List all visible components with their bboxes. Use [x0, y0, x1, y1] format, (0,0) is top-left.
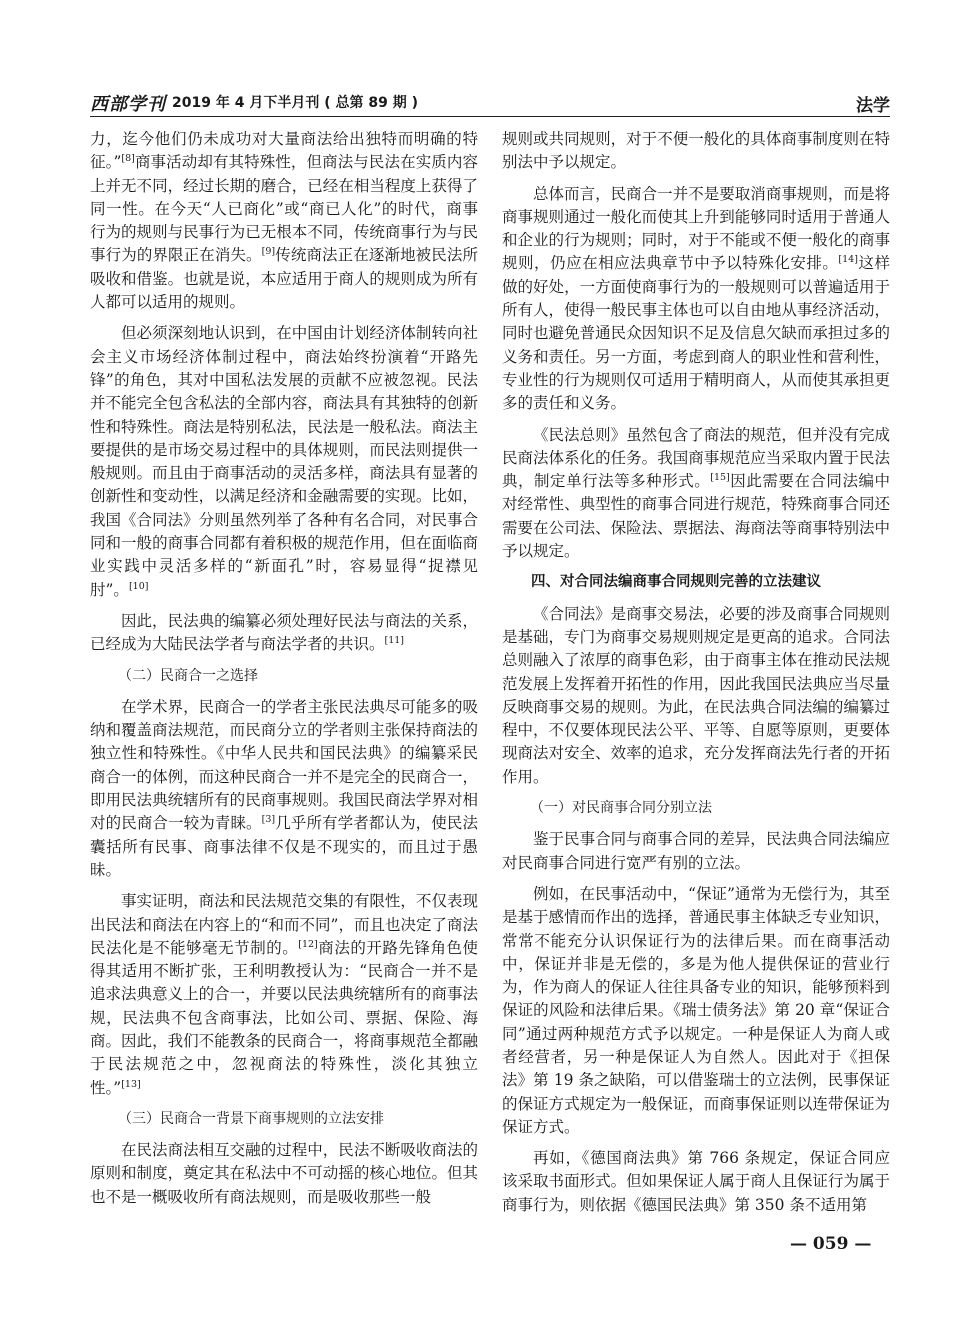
text-run: 四、对合同法编商事合同规则完善的立法建议 [531, 574, 821, 591]
text-run: 传统商法正在逐渐地被民法所吸收和借鉴。也就是说，本应适用于商人的规则成为所有人都可以适用的规则。 [90, 246, 478, 312]
text-run: 《合同法》是商事交易法，必要的涉及商事合同规则是基础，专门为商事交易规则规定是更高的追求。合同法总则融入了浓厚的商事色彩，由于商事主体在推动民法规范发展上发挥着开拓性的作用，因此我国民法典应当尽量反映商事交易的规则。为此，在民法典合同法编的编纂过程中，不仅要体现民法公平、平等、自愿等原则，更要体现商法对安全、效率的追求，充分发挥商法先行者的开拓作用。 [502, 604, 890, 786]
section-heading [90, 1108, 478, 1131]
text-run: 因此，民法典的编纂必须处理好民法与商法的关系，已经成为大陆民法学者与商法学者的共识。 [90, 611, 478, 654]
text-run: （三）民商合一背景下商事规则的立法安排 [118, 1110, 384, 1127]
citation-marker: [15] [710, 472, 730, 483]
section-heading [90, 665, 478, 688]
citation-marker: [3] [261, 814, 276, 826]
text-run: （一）对民商事合同分别立法 [530, 800, 712, 817]
right-column [502, 128, 890, 1225]
body-paragraph [90, 610, 478, 657]
text-run: 几乎所有学者都认为，使民法囊括所有民事、商事法律不仅是不现实的，而且过于愚昧。 [90, 814, 478, 879]
citation-marker: [13] [121, 1078, 141, 1090]
text-run: 事实证明，商法和民法规范交集的有限性，不仅表现出民法和商法在内容上的“和而不同”，而且也决定了商法民法化是不能够毫无节制的。 [90, 892, 478, 957]
body-paragraph [90, 128, 478, 314]
body-paragraph [502, 424, 890, 564]
text-run: 力，迄今他们仍未成功对大量商法给出独特而明确的特征。” [90, 130, 478, 172]
body-paragraph [90, 890, 478, 1100]
body-paragraph [502, 1147, 890, 1217]
text-run: 但必须深刻地认识到，在中国由计划经济体制转向社会主义市场经济体制过程中，商法始终扮演着“开路先锋”的角色，其对中国私法发展的贡献不应被忽视。民法并不能完全包含私法的全部内容，商法具有其独特的创新性和特殊性。商法是特别私法，民法是一般私法。商法主要提供的是市场交易过程中的具体规则，而民法则提供一般规则。而且由于商事活动的灵活多样，商法具有显著的创新性和变动性，以满足经济和金融需要的实现。比如，我国《合同法》分则虽然列举了各种有名合同，对民事合同和一般的商事合同都有着积极的规范作用，但在面临商业实践中灵活多样的“新面孔”时，容易显得“捉襟见肘”。 [90, 324, 478, 599]
citation-marker: [11] [384, 635, 405, 647]
citation-marker: [12] [298, 938, 318, 950]
body-paragraph [90, 1139, 478, 1209]
running-header [90, 90, 890, 117]
journal-logo: 西部学刊 [90, 94, 166, 115]
body-paragraph [502, 883, 890, 1139]
text-run: 商法的开路先锋角色使得其适用不断扩张，王利明教授认为：“民商合一并不是追求法典意义上的合一，并要以民法典统辖所有的商事法规，民法典不包含商事法，比如公司、票据、保险、海商。因此，我们不能教条的民商合一，将商事规范全都融于民法规范之中，忽视商法的特殊性，淡化其独立性。” [90, 938, 478, 1097]
page-number: — 059 — [790, 1234, 872, 1254]
body-paragraph [502, 603, 890, 789]
text-run: 在民法商法相互交融的过程中，民法不断吸收商法的原则和制度，奠定其在私法中不可动摇的核心地位。但其也不是一概吸收所有商法规则，而是吸收那些一般 [90, 1141, 478, 1206]
text-run: 再如，《德国商法典》第 766 条规定，保证合同应该采取书面形式。但如果保证人属于商人且保证行为属于商事行为，则依据《德国民法典》第 350 条不适用第 [502, 1149, 890, 1214]
text-run: 这样做的好处，一方面使商事行为的一般规则可以普遍适用于所有人，使得一般民事主体也可以自由地从事经济活动，同时也避免普通民众因知识不足及信息欠缺而承担过多的义务和责任。另一方面，考虑到商人的职业性和营利性，专业性的行为规则仅可适用于精明商人，从而使其承担更多的责任和义务。 [502, 254, 890, 413]
body-paragraph [90, 322, 478, 602]
text-run: 例如，在民事活动中，“保证”通常为无偿行为，其至是基于感情而作出的选择，普通民事主体缺乏专业知识，常常不能充分认识保证行为的法律后果。而在商事活动中，保证并非是无偿的，多是为他人提供保证的营业行为，作为商人的保证人往往具备专业的知识，能够预料到保证的风险和法律后果。《瑞士债务法》第 20 章“保证合同”通过两种规范方式予以规定。一种是保证人为商人或者经营者，另一种是保证人为自然人。因此对于《担保法》第 19 条之缺陷，可以借鉴瑞士的立法例，民事保证的保证方式规定为一般保证，而商事保证则以连带保证为保证方式。 [502, 884, 890, 1136]
body-paragraph [502, 183, 890, 416]
text-run: 《民法总则》虽然包含了商法的规范，但并没有完成民商法体系化的任务。我国商事规范应当采取内置于民法典，制定单行法等多种形式。 [502, 425, 890, 491]
text-run: （二）民商合一之选择 [118, 667, 258, 684]
issue-info: 2019 年 4 月下半月刊 ( 总第 89 期 ) [172, 95, 418, 111]
text-run: 鉴于民事合同与商事合同的差异，民法典合同法编应对民商事合同进行宽严有别的立法。 [502, 830, 890, 872]
citation-marker: [8] [121, 153, 135, 165]
body-paragraph [502, 828, 890, 875]
text-run: 规则或共同规则，对于不便一般化的具体商事制度则在特别法中予以规定。 [502, 130, 890, 172]
section-heading [502, 797, 890, 820]
citation-marker: [10] [128, 580, 149, 592]
text-run: 总体而言，民商合一并不是要取消商事规则，而是将商事规则通过一般化而使其上升到能够同时适用于普通人和企业的行为规则；同时，对于不能或不便一般化的商事规则，仍应在相应法典章节中予以特殊化安排。 [502, 184, 890, 273]
citation-marker: [9] [261, 246, 276, 258]
body-paragraph [502, 128, 890, 175]
left-column [90, 128, 478, 1217]
text-run: 在学术界，民商合一的学者主张民法典尽可能多的吸纳和覆盖商法规范，而民商分立的学者则主张保持商法的独立性和特殊性。《中华人民共和国民法典》的编纂采民商合一的体例，而这种民商合一并不是完全的民商合一，即用民法典统辖所有的民商事规则。我国民商法学界对相对的民商合一较为青睐。 [90, 697, 478, 833]
body-paragraph [90, 696, 478, 882]
text-run: 商事活动却有其特殊性，但商法与民法在实质内容上并无不同，经过长期的磨合，已经在相当程度上获得了同一性。在今天“人已商化”或“商已人化”的时代，商事行为的规则与民事行为已无根本不同，传统商事行为与民事行为的界限正在消失。 [90, 153, 478, 265]
citation-marker: [14] [838, 254, 858, 266]
section-title: 法学 [856, 96, 890, 116]
section-heading [502, 571, 890, 594]
text-run: 因此需要在合同法编中对经常性、典型性的商事合同进行规范，特殊商事合同还需要在公司法、保险法、票据法、海商法等商事特别法中予以规定。 [502, 472, 890, 561]
